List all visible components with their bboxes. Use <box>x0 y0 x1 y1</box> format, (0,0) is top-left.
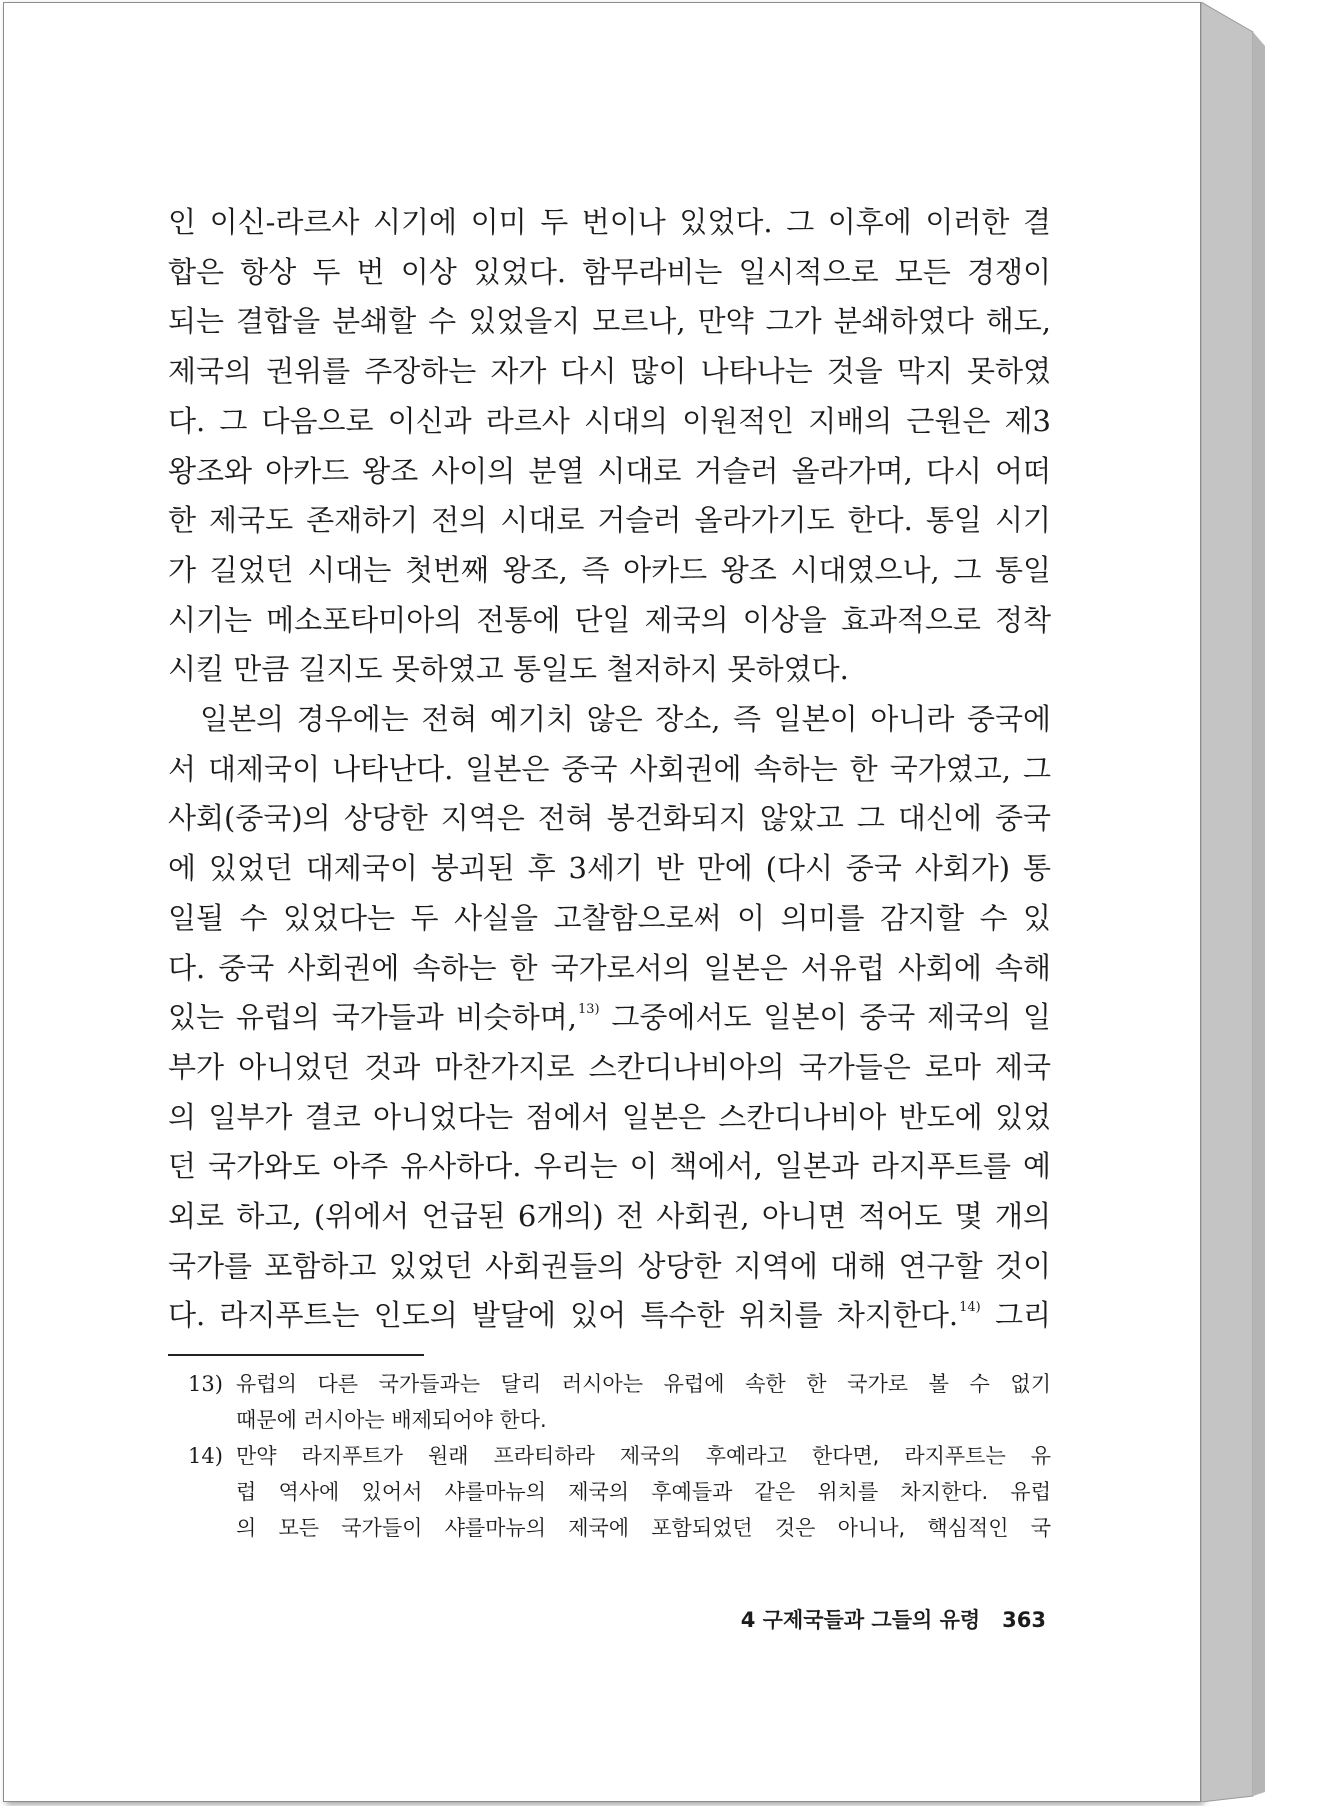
footnote-13 <box>188 1366 1051 1438</box>
book-spine-edge <box>1201 2 1291 1802</box>
text-line-with-footnote <box>168 993 1051 1043</box>
text-line: 에 있었던 대제국이 붕괴된 후 3세기 반 만에 (다시 중국 사회가) 통 <box>168 851 1051 886</box>
footnote-text <box>236 1366 1051 1438</box>
footnote-14 <box>188 1438 1051 1546</box>
text-segment: 그리 <box>980 1298 1051 1333</box>
page-number: 363 <box>1002 1608 1046 1632</box>
text-line: 외로 하고, (위에서 언급된 6개의) 전 사회권, 아니면 적어도 몇 개의 <box>168 1199 1051 1234</box>
running-footer <box>741 1604 1046 1634</box>
text-line: 다. 중국 사회권에 속하는 한 국가로서의 일본은 서유럽 사회에 속해 <box>168 950 1051 985</box>
text-line-with-footnote <box>168 1291 1051 1341</box>
footnote-number: 13) <box>188 1372 223 1396</box>
footnotes <box>188 1366 1051 1546</box>
text-line: 시킬 만큼 길지도 못하였고 통일도 철저하지 못하였다. <box>168 652 849 687</box>
main-text <box>168 198 1051 1341</box>
footnote-line: 만약 라지푸트가 원래 프라티하라 제국의 후예라고 한다면, 라지푸트는 유 <box>236 1444 1051 1468</box>
footnote-divider <box>168 1354 424 1356</box>
text-line: 가 길었던 시대는 첫번째 왕조, 즉 아카드 왕조 시대였으나, 그 통일 <box>168 552 1051 587</box>
footnote-line: 럽 역사에 있어서 샤를마뉴의 제국의 후예들과 같은 위치를 차지한다. 유럽 <box>236 1480 1051 1504</box>
paragraph-1 <box>168 198 1051 695</box>
text-line: 일본의 경우에는 전혀 예기치 않은 장소, 즉 일본이 아니라 중국에 <box>200 702 1051 737</box>
footnote-number: 14) <box>188 1444 223 1468</box>
text-line: 던 국가와도 아주 유사하다. 우리는 이 책에서, 일본과 라지푸트를 예 <box>168 1149 1051 1184</box>
text-line: 한 제국도 존재하기 전의 시대로 거슬러 올라가기도 한다. 통일 시기 <box>168 503 1051 538</box>
text-line: 왕조와 아카드 왕조 사이의 분열 시대로 거슬러 올라가며, 다시 어떠 <box>168 453 1051 488</box>
chapter-title: 4 구제국들과 그들의 유령 <box>740 1608 981 1632</box>
text-line: 인 이신-라르사 시기에 이미 두 번이나 있었다. 그 이후에 이러한 결 <box>168 205 1051 239</box>
text-line: 국가를 포함하고 있었던 사회권들의 상당한 지역에 대해 연구할 것이 <box>168 1248 1051 1283</box>
text-line: 시기는 메소포타미아의 전통에 단일 제국의 이상을 효과적으로 정착 <box>168 602 1051 637</box>
text-segment: 그중에서도 일본이 중국 제국의 일 <box>599 1000 1051 1035</box>
text-line: 합은 항상 두 번 이상 있었다. 함무라비는 일시적으로 모든 경쟁이 <box>168 254 1051 289</box>
footnote-ref-13[interactable]: 13) <box>577 1002 600 1018</box>
text-line: 다. 그 다음으로 이신과 라르사 시대의 이원적인 지배의 근원은 제3 <box>168 403 1051 438</box>
text-line: 의 일부가 결코 아니었다는 점에서 일본은 스칸디나비아 반도에 있었 <box>168 1099 1051 1134</box>
text-line: 되는 결합을 분쇄할 수 있었을지 모르나, 만약 그가 분쇄하였다 해도, <box>168 304 1051 339</box>
footnote-text <box>236 1438 1051 1546</box>
text-line: 일될 수 있었다는 두 사실을 고찰함으로써 이 의미를 감지할 수 있 <box>168 900 1051 935</box>
footnote-line: 때문에 러시아는 배제되어야 한다. <box>236 1408 547 1432</box>
paragraph-2 <box>168 695 1051 1341</box>
text-line: 부가 아니었던 것과 마찬가지로 스칸디나비아의 국가들은 로마 제국 <box>168 1049 1051 1084</box>
footnote-line: 유럽의 다른 국가들과는 달리 러시아는 유럽에 속한 한 국가로 볼 수 없기 <box>236 1372 1051 1396</box>
text-line: 서 대제국이 나타난다. 일본은 중국 사회권에 속하는 한 국가였고, 그 <box>168 751 1051 786</box>
text-line: 사회(중국)의 상당한 지역은 전혀 봉건화되지 않았고 그 대신에 중국 <box>168 801 1051 836</box>
footnote-line: 의 모든 국가들이 샤를마뉴의 제국에 포함되었던 것은 아니나, 핵심적인 국 <box>236 1516 1051 1540</box>
footnote-ref-14[interactable]: 14) <box>959 1300 981 1316</box>
text-segment: 있는 유럽의 국가들과 비슷하며, <box>168 1000 577 1035</box>
text-line: 제국의 권위를 주장하는 자가 다시 많이 나타나는 것을 막지 못하였 <box>168 354 1051 389</box>
text-segment: 다. 라지푸트는 인도의 발달에 있어 특수한 위치를 차지한다. <box>168 1298 959 1333</box>
